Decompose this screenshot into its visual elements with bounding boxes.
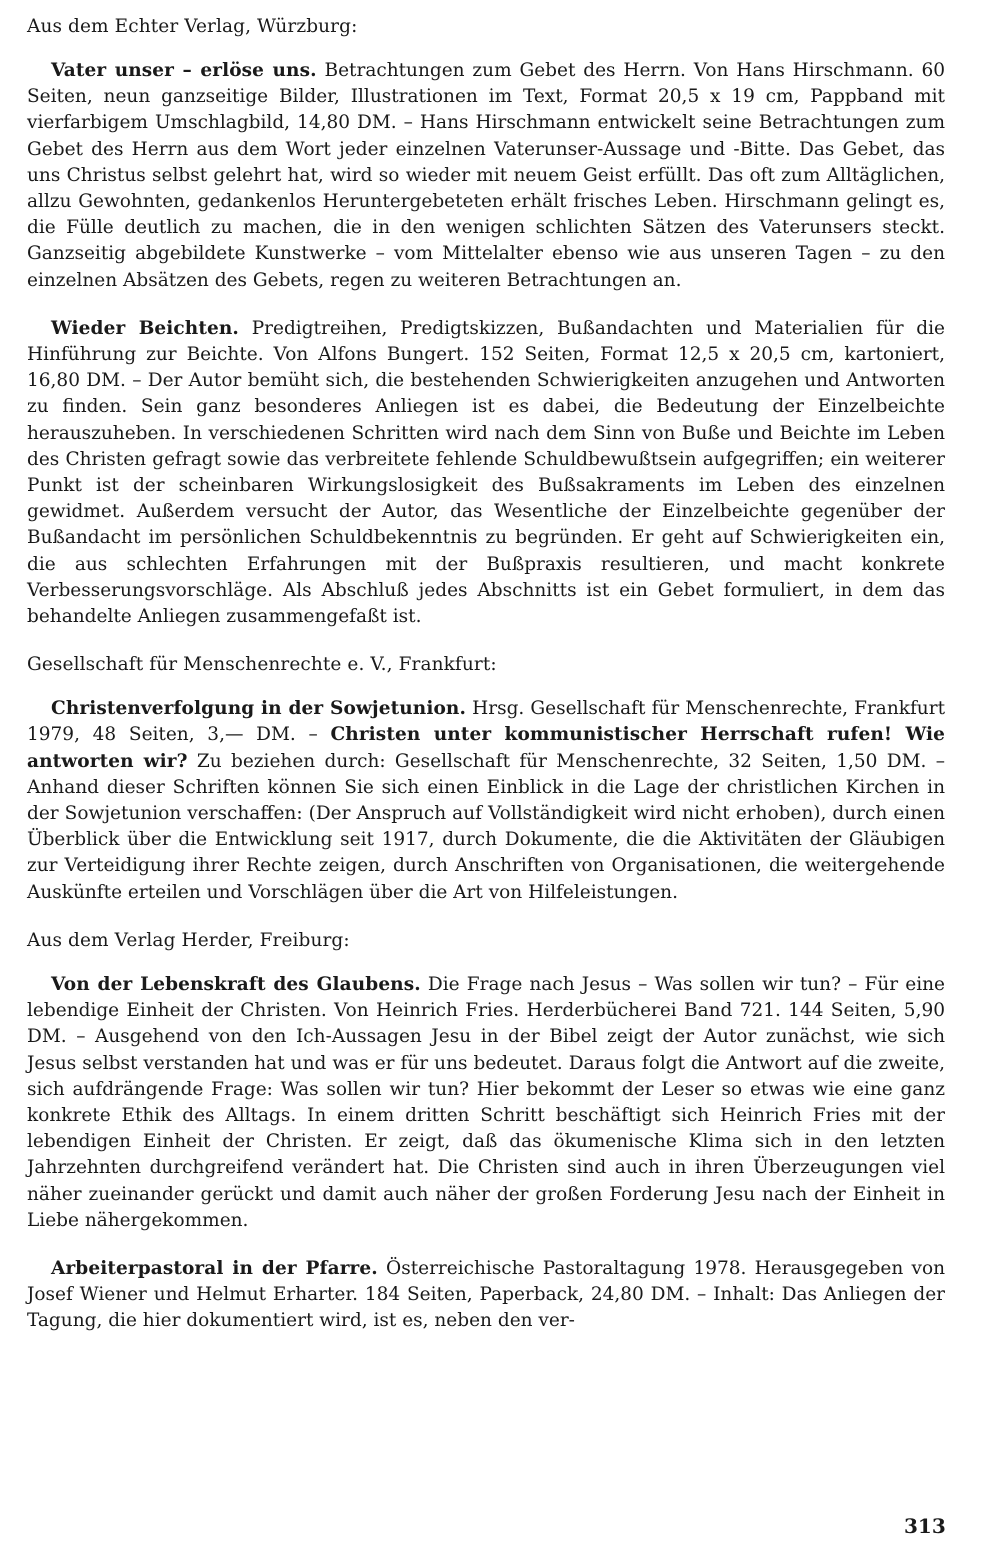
review-body: Hrsg. Gesellschaft für Menschenrechte, Frankfurt 1979, 48 Seiten, 3,— DM. –	[27, 698, 946, 746]
page-number: 313	[904, 1514, 946, 1538]
review-body: Predigtreihen, Predigtskizzen, Bußandachten und Materialien für die Hinführung zur Beichte. Von Alfons Bungert. 152 Seiten, Format 12,5 x 20,5 cm, kartoniert, 16,80 DM. – Der Autor bemüht sich, die bestehenden Schwierigkeiten anzugehen und Antworten zu finden. Sein ganz besonderes Anliegen ist es dabei, die Bedeutung der Einzelbeichte herauszuheben. In verschiedenen Schritten wird nach dem Sinn von Buße und Beichte im Leben des Christen gefragt sowie das verbreitete fehlende Schuldbewußtsein aufgegriffen; ein weiterer Punkt ist der scheinbaren Wirkungslosigkeit des Bußsakraments im Leben des einzelnen gewidmet. Außerdem versucht der Autor, das Wesentliche der Einzelbeichte gegenüber der Bußandacht im persönlichen Schuldbekenntnis zu begründen. Er geht auf Schwierigkeiten ein, die aus schlechten Erfahrungen mit der Bußpraxis resultieren, und macht konkrete Verbesserungsvorschläge. Als Abschluß jedes Abschnitts ist ein Gebet formuliert, in dem das behandelte Anliegen zusammengefaßt ist.	[27, 317, 945, 628]
review-christenverfolgung	[27, 696, 945, 906]
publisher-heading-herder: Aus dem Verlag Herder, Freiburg:	[27, 929, 350, 951]
review-lebenskraft	[27, 972, 945, 1234]
page-content	[27, 14, 945, 1357]
review-title: Von der Lebenskraft des Glaubens.	[51, 973, 421, 995]
publisher-heading-echter: Aus dem Echter Verlag, Würzburg:	[27, 16, 358, 37]
review-arbeiterpastoral	[27, 1256, 945, 1335]
review-title: Vater unser – erlöse uns.	[51, 60, 317, 81]
review-body: Die Frage nach Jesus – Was sollen wir tun? – Für eine lebendige Einheit der Christen. Von Heinrich Fries. Herderbücherei Band 721. 144 Seiten, 5,90 DM. – Ausgehend von den Ich-Aussagen Jesu in der Bibel zeigt der Autor zunächst, wie sich Jesus selbst verstanden hat und was er für uns bedeutet. Daraus folgt die Antwort auf die zweite, sich aufdrängende Frage: Was sollen wir tun? Hier bekommt der Leser so etwas wie eine ganz konkrete Ethik des Alltags. In einem dritten Schritt beschäftigt sich Heinrich Fries mit der lebendigen Einheit der Christen. Er zeigt, daß das ökumenische Klima sich in den letzten Jahrzehnten durchgreifend verändert hat. Die Christen sind auch in ihren Überzeugungen viel näher zueinander gerückt und damit auch näher der großen Forderung Jesu nach der Einheit in Liebe nähergekommen.	[27, 973, 945, 1231]
review-title: Arbeiterpastoral in der Pfarre.	[51, 1257, 378, 1279]
publisher-heading-gfm: Gesellschaft für Menschenrechte e. V., Frankfurt:	[27, 654, 497, 676]
review-body-secondary: Zu beziehen durch: Gesellschaft für Menschenrechte, 32 Seiten, 1,50 DM. – Anhand dieser Schriften können Sie sich einen Einblick in die Lage der christlichen Kirchen in der Sowjetunion verschaffen: (Der Anspruch auf Vollständigkeit wird nicht erhoben), durch einen Überblick über die Entwicklung seit 1917, durch Dokumente, die die Aktivitäten der Gläubigen zur Verteidigung ihrer Rechte zeigen, durch Anschriften von Organisationen, die weitergehende Auskünfte erteilen und Vorschlägen über die Art von Hilfeleistungen.	[27, 750, 945, 903]
review-title: Christenverfolgung in der Sowjetunion.	[51, 698, 466, 720]
review-vater-unser	[27, 58, 945, 294]
review-body: Betrachtungen zum Gebet des Herrn. Von Hans Hirschmann. 60 Seiten, neun ganzseitige Bilder, Illustrationen im Text, Format 20,5 x 19 cm, Pappband mit vierfarbigem Umschlagbild, 14,80 DM. – Hans Hirschmann entwickelt seine Betrachtungen zum Gebet des Herrn aus dem Wort jeder einzelnen Vaterunser-Aussage und -Bitte. Das Gebet, das uns Christus selbst gelehrt hat, wird so wieder mit neuem Geist erfüllt. Das oft zum Alltäglichen, allzu Gewohnten, gedankenlos Heruntergebeteten erhält frisches Leben. Hirschmann gelingt es, die Fülle deutlich zu machen, die in den wenigen schlichten Sätzen des Vaterunsers steckt. Ganzseitig abgebildete Kunstwerke – vom Mittelalter ebenso wie aus unseren Tagen – zu den einzelnen Absätzen des Gebets, regen zu weiteren Betrachtungen an.	[27, 60, 945, 291]
review-body: Österreichische Pastoraltagung 1978. Herausgegeben von Josef Wiener und Helmut Erharter. 184 Seiten, Paperback, 24,80 DM. – Inhalt: Das Anliegen der Tagung, die hier dokumentiert wird, ist es, neben den ver-	[27, 1257, 945, 1332]
review-title: Wieder Beichten.	[51, 317, 239, 339]
review-title-secondary: Christen unter kommunistischer Herrschaft rufen! Wie antworten wir?	[27, 724, 946, 772]
review-wieder-beichten	[27, 316, 945, 630]
